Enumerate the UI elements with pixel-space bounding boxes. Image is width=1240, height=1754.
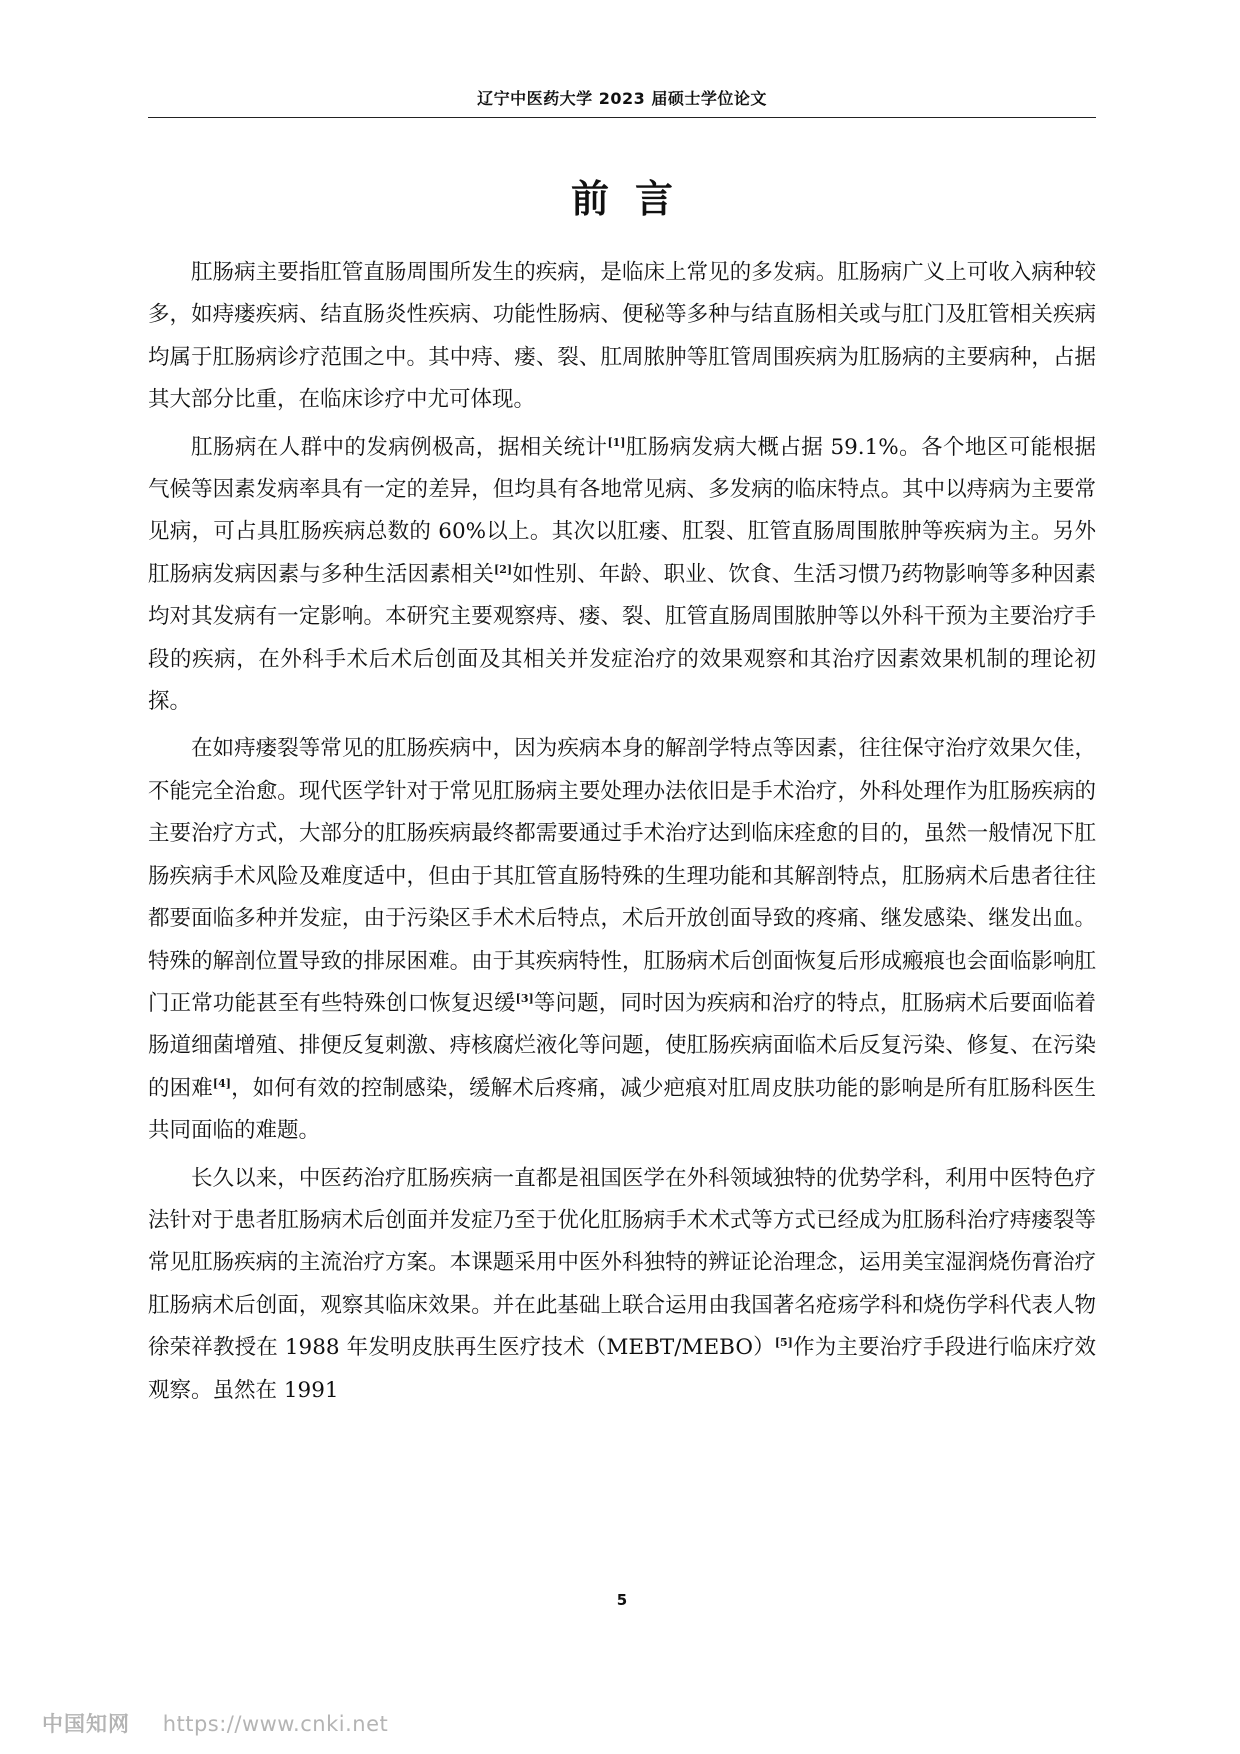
- header-rule: [148, 117, 1096, 118]
- body-paragraph: [148, 252, 1096, 422]
- page-number: 5: [616, 1591, 628, 1609]
- watermark-brand: 中国知网: [42, 1712, 130, 1736]
- running-header: 辽宁中医药大学 2023 届硕士学位论文: [477, 89, 767, 108]
- watermark-url: https://www.cnki.net: [162, 1712, 389, 1736]
- watermark: [42, 1708, 388, 1738]
- paragraph-text: 等问题，同时因为疾病和治疗的特点，肛肠病术后要面临着肠道细菌增殖、排便反复刺激、痔核腐烂液化等问题，使肛肠疾病面临术后反复污染、修复、在污染的困难: [148, 990, 1096, 1101]
- paragraph-text: ，如何有效的控制感染，缓解术后疼痛，减少疤痕对肛周皮肤功能的影响是所有肛肠科医生共同面临的难题。: [148, 1075, 1096, 1144]
- paragraph-text: 在如痔瘘裂等常见的肛肠疾病中，因为疾病本身的解剖学特点等因素，往往保守治疗效果欠佳，不能完全治愈。现代医学针对于常见肛肠病主要处理办法依旧是手术治疗，外科处理作为肛肠疾病的主要治疗方式，大部分的肛肠疾病最终都需要通过手术治疗达到临床痊愈的目的，虽然一般情况下肛肠疾病手术风险及难度适中，但由于其肛管直肠特殊的生理功能和其解剖特点，肛肠病术后患者往往都要面临多种并发症，由于污染区手术术后特点，术后开放创面导致的疼痛、继发感染、继发出血。特殊的解剖位置导致的排尿困难。由于其疾病特性，肛肠病术后创面恢复后形成瘢痕也会面临影响肛门正常功能甚至有些特殊创口恢复迟缓: [148, 736, 1096, 1016]
- citation-marker: [5]: [774, 1336, 793, 1349]
- citation-marker: [1]: [607, 435, 626, 449]
- paragraph-text: 肛肠病在人群中的发病例极高，据相关统计: [191, 434, 608, 460]
- paragraph-text: 长久以来，中医药治疗肛肠疾病一直都是祖国医学在外科领域独特的优势学科，利用中医特色疗法针对于患者肛肠病术后创面并发症乃至于优化肛肠病手术术式等方式已经成为肛肠科治疗痔瘘裂等常见肛肠疾病的主流治疗方案。本课题采用中医外科独特的辨证论治理念，运用美宝湿润烧伤膏治疗肛肠病术后创面，观察其临床效果。并在此基础上联合运用由我国著名疮疡学科和烧伤学科代表人物徐荣祥教授在 1988 年发明皮肤再生医疗技术（MEBT/MEBO）: [148, 1165, 1096, 1361]
- citation-marker: [4]: [212, 1076, 231, 1090]
- body-paragraph: [148, 427, 1096, 724]
- citation-marker: [3]: [515, 991, 534, 1005]
- citation-marker: [2]: [494, 562, 513, 576]
- body-paragraph: [148, 728, 1096, 1152]
- paragraph-text: 如性别、年龄、职业、饮食、生活习惯乃药物影响等多种因素均对其发病有一定影响。本研究主要观察痔、瘘、裂、肛管直肠周围脓肿等以外科干预为主要治疗手段的疾病，在外科手术后术后创面及其相关并发症治疗的效果观察和其治疗因素效果机制的理论初探。: [148, 561, 1096, 715]
- paragraph-text: 作为主要治疗手段进行临床疗效观察。虽然在 1991: [148, 1335, 1096, 1403]
- body-paragraph: [148, 1158, 1096, 1412]
- paragraph-text: 肛肠病主要指肛管直肠周围所发生的疾病，是临床上常见的多发病。肛肠病广义上可收入病种较多，如痔瘘疾病、结直肠炎性疾病、功能性肠病、便秘等多种与结直肠相关或与肛门及肛管相关疾病均属于肛肠病诊疗范围之中。其中痔、瘘、裂、肛周脓肿等肛管周围疾病为肛肠病的主要病种，占据其大部分比重，在临床诊疗中尤可体现。: [148, 260, 1096, 413]
- section-title: 前言: [570, 177, 699, 221]
- paragraph-text: 肛肠病发病大概占据 59.1%。各个地区可能根据气候等因素发病率具有一定的差异，但均具有各地常见病、多发病的临床特点。其中以痔病为主要常见病，可占具肛肠疾病总数的 60%以上。其次以肛瘘、肛裂、肛管直肠周围脓肿等疾病为主。另外肛肠病发病因素与多种生活因素相关: [148, 434, 1096, 587]
- body-text: [148, 252, 1096, 1417]
